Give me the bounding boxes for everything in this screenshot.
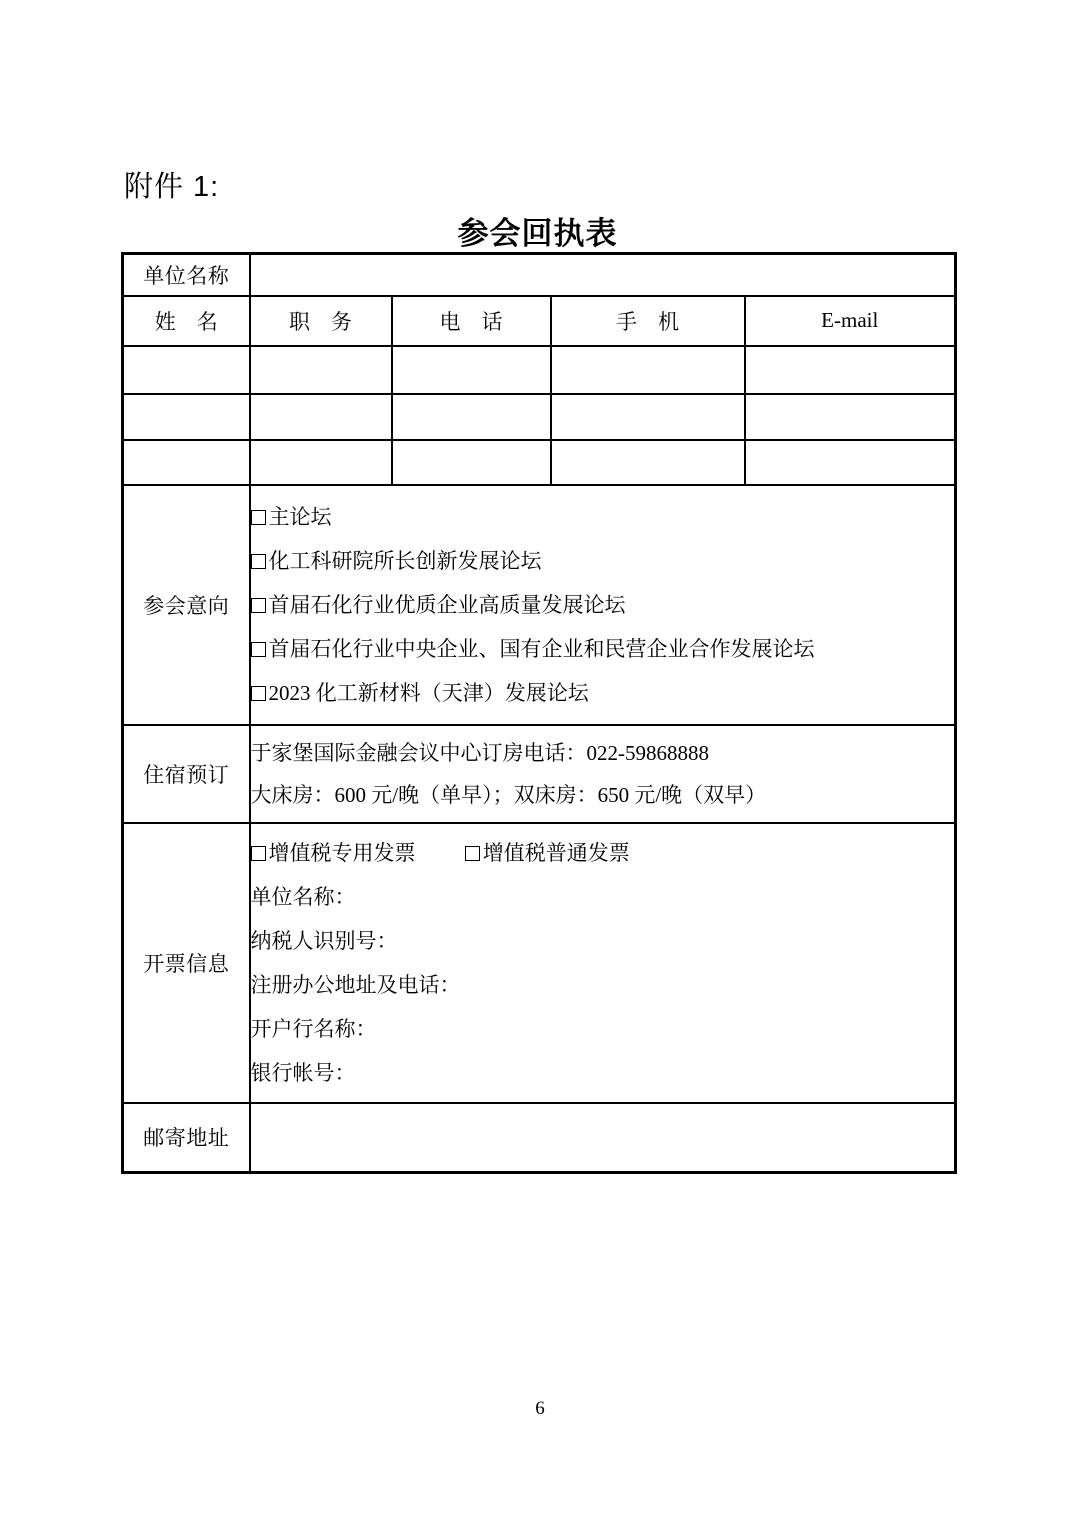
attendee-row bbox=[123, 346, 956, 394]
checkbox-icon[interactable] bbox=[251, 554, 266, 569]
attendee-row bbox=[123, 440, 956, 485]
attendee-name-cell[interactable] bbox=[123, 346, 250, 394]
accommodation-phone-line: 于家堡国际金融会议中心订房电话：022-59868888 bbox=[250, 740, 709, 765]
column-header-email: E-mail bbox=[745, 296, 956, 346]
participation-option[interactable] bbox=[251, 539, 955, 583]
column-header-mobile: 手 机 bbox=[551, 296, 745, 346]
attendee-email-cell[interactable] bbox=[745, 440, 956, 485]
mailing-address-input-cell[interactable] bbox=[250, 1103, 956, 1173]
reply-form-table bbox=[121, 252, 957, 1174]
checkbox-icon[interactable] bbox=[251, 846, 266, 861]
participation-option[interactable] bbox=[251, 583, 955, 627]
mailing-row bbox=[123, 1103, 956, 1173]
accommodation-label: 住宿预订 bbox=[123, 725, 250, 823]
accommodation-row bbox=[123, 725, 956, 823]
participation-options-cell bbox=[250, 485, 956, 725]
participation-option[interactable] bbox=[251, 495, 955, 539]
attendee-name-cell[interactable] bbox=[123, 440, 250, 485]
attendee-email-cell[interactable] bbox=[745, 346, 956, 394]
attendee-name-cell[interactable] bbox=[123, 394, 250, 440]
participation-label: 参会意向 bbox=[123, 485, 250, 725]
participation-option-label: 首届石化行业中央企业、国有企业和民营企业合作发展论坛 bbox=[268, 636, 815, 661]
invoice-type-line bbox=[251, 831, 955, 875]
attendee-row bbox=[123, 394, 956, 440]
invoice-label: 开票信息 bbox=[123, 823, 250, 1103]
invoice-type-option-special[interactable] bbox=[251, 831, 416, 875]
invoice-field-bank-account[interactable]: 银行帐号： bbox=[250, 1060, 356, 1085]
participation-option[interactable] bbox=[251, 627, 955, 671]
unit-name-label: 单位名称 bbox=[123, 254, 250, 296]
checkbox-icon[interactable] bbox=[251, 642, 266, 657]
attendee-mobile-cell[interactable] bbox=[551, 346, 745, 394]
unit-name-row bbox=[123, 254, 956, 296]
column-header-position: 职 务 bbox=[250, 296, 392, 346]
attendee-phone-cell[interactable] bbox=[392, 394, 551, 440]
attendee-phone-cell[interactable] bbox=[392, 440, 551, 485]
unit-name-input-cell[interactable] bbox=[250, 254, 956, 296]
attendee-email-cell[interactable] bbox=[745, 394, 956, 440]
attendee-position-cell[interactable] bbox=[250, 346, 392, 394]
accommodation-info-cell bbox=[250, 725, 956, 823]
checkbox-icon[interactable] bbox=[251, 510, 266, 525]
participation-option[interactable] bbox=[251, 671, 955, 715]
invoice-row bbox=[123, 823, 956, 1103]
attachment-label: 附件 1: bbox=[124, 171, 220, 203]
page-title: 参会回执表 bbox=[457, 216, 618, 251]
invoice-type-option-general[interactable] bbox=[465, 831, 630, 875]
checkbox-icon[interactable] bbox=[251, 598, 266, 613]
participation-option-label: 主论坛 bbox=[268, 504, 332, 529]
participation-row bbox=[123, 485, 956, 725]
invoice-type-label: 增值税专用发票 bbox=[268, 840, 416, 865]
invoice-field-unit-name[interactable]: 单位名称： bbox=[250, 884, 356, 909]
invoice-field-address-phone[interactable]: 注册办公地址及电话： bbox=[250, 972, 461, 997]
participation-option-label: 首届石化行业优质企业高质量发展论坛 bbox=[268, 592, 626, 617]
column-header-name: 姓 名 bbox=[123, 296, 250, 346]
checkbox-icon[interactable] bbox=[465, 846, 480, 861]
participation-option-label: 2023 化工新材料（天津）发展论坛 bbox=[268, 680, 589, 705]
checkbox-icon[interactable] bbox=[251, 686, 266, 701]
accommodation-price-line: 大床房：600 元/晚（单早）；双床房：650 元/晚（双早） bbox=[250, 782, 767, 807]
invoice-field-bank-name[interactable]: 开户行名称： bbox=[250, 1016, 377, 1041]
attendee-mobile-cell[interactable] bbox=[551, 440, 745, 485]
invoice-info-cell bbox=[250, 823, 956, 1103]
invoice-type-label: 增值税普通发票 bbox=[482, 840, 630, 865]
attendee-header-row bbox=[123, 296, 956, 346]
page-number: 6 bbox=[535, 1398, 545, 1419]
participation-option-label: 化工科研院所长创新发展论坛 bbox=[268, 548, 542, 573]
invoice-field-taxpayer-id[interactable]: 纳税人识别号： bbox=[250, 928, 398, 953]
mailing-label: 邮寄地址 bbox=[123, 1103, 250, 1173]
attendee-position-cell[interactable] bbox=[250, 440, 392, 485]
attendee-position-cell[interactable] bbox=[250, 394, 392, 440]
column-header-phone: 电 话 bbox=[392, 296, 551, 346]
attendee-mobile-cell[interactable] bbox=[551, 394, 745, 440]
attendee-phone-cell[interactable] bbox=[392, 346, 551, 394]
